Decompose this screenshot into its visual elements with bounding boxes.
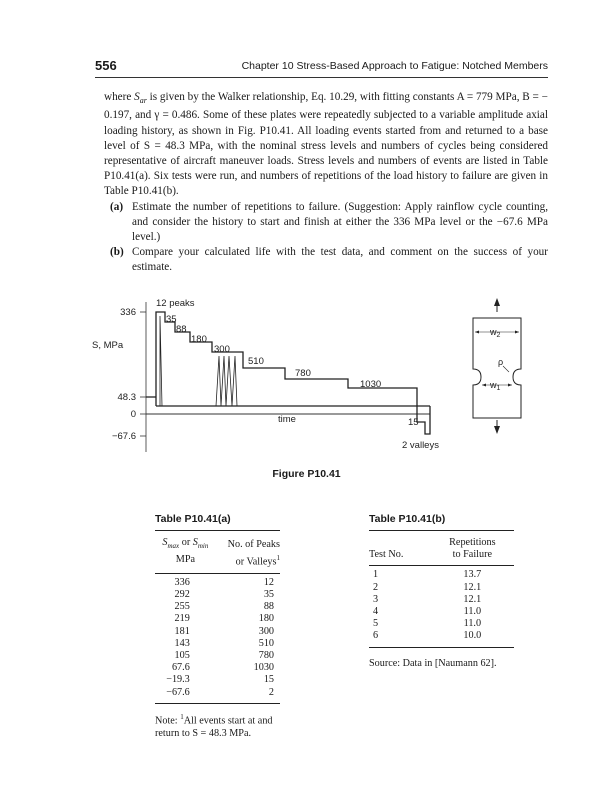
table-cell: 12.1 — [463, 593, 482, 605]
page-number: 556 — [95, 58, 117, 73]
table-cell: 88 — [263, 601, 274, 613]
valleys-steps — [417, 406, 430, 434]
arrow-down-icon — [494, 426, 500, 434]
table-cell: 2 — [373, 581, 379, 593]
y-tick-48: 48.3 — [117, 392, 136, 403]
table-cell: 12.1 — [463, 581, 482, 593]
table-a-title: Table P10.41(a) — [155, 513, 231, 525]
table-cell: 143 — [174, 637, 190, 649]
header-rule — [95, 77, 548, 78]
table-cell: −67.6 — [166, 686, 190, 698]
figure-caption: Figure P10.41 — [272, 468, 341, 480]
table-cell: 2 — [268, 686, 274, 698]
table-cell: 15 — [263, 674, 274, 686]
table-cell: 180 — [258, 613, 274, 625]
table-row — [155, 674, 280, 686]
table-cell: −19.3 — [166, 674, 190, 686]
table-a-col2-head1: No. of Peaks — [227, 538, 280, 550]
table-cell: 5 — [373, 618, 379, 630]
table-b-col2-head2: to Failure — [452, 549, 492, 561]
table-a-note: Note: $^1$All events start at and return to S = 48.3 MPa. — [155, 713, 273, 740]
w1-label: $w_1$ — [490, 380, 501, 392]
table-cell: 13.7 — [463, 569, 482, 581]
step-label-510: 510 — [248, 356, 264, 367]
table-b-col1-head: Test No. — [369, 549, 404, 561]
table-cell: 67.6 — [171, 662, 190, 674]
step-label-88: 88 — [176, 324, 187, 335]
rho-label: ρ — [498, 357, 504, 367]
table-cell: 3 — [373, 593, 379, 605]
table-cell: 105 — [174, 650, 190, 662]
table-row — [369, 618, 514, 630]
table-a-col1-unit: MPa — [175, 554, 196, 566]
step-label-35: 35 — [166, 314, 177, 325]
y-tick-336: 336 — [120, 307, 136, 318]
arrow-up-icon — [494, 298, 500, 306]
table-b-col2-head1: Repetitions — [449, 537, 496, 548]
step-label-780: 780 — [295, 368, 311, 379]
table-cell: 11.0 — [463, 606, 482, 618]
question-b — [104, 245, 548, 275]
table-row — [155, 687, 280, 704]
table-row — [155, 638, 280, 650]
load-history-figure — [90, 290, 530, 465]
step-label-180: 180 — [191, 334, 207, 345]
table-cell: 4 — [373, 606, 379, 618]
table-a-col2-head2: or Valleys$^1$ — [235, 554, 280, 568]
peaks-zigzag — [216, 356, 237, 406]
table-cell: 10.0 — [463, 630, 482, 642]
table-row — [369, 594, 514, 606]
peaks-label: 12 peaks — [156, 298, 195, 309]
y-tick-neg67: −67.6 — [111, 431, 136, 442]
table-cell: 510 — [258, 637, 274, 649]
running-head: Chapter 10 Stress-Based Approach to Fatigue: Notched Members — [241, 60, 548, 72]
question-b-label: (b) — [110, 246, 124, 259]
table-cell: 292 — [174, 589, 190, 601]
paragraph-start: where — [104, 91, 135, 103]
valley-small-label: 15 — [408, 417, 419, 428]
step-label-300: 300 — [214, 344, 230, 355]
table-b-title: Table P10.41(b) — [369, 513, 446, 525]
table-row — [155, 589, 280, 601]
table-row — [369, 630, 514, 647]
y-tick-0: 0 — [130, 409, 136, 420]
table-cell: 35 — [263, 589, 274, 601]
table-row — [155, 573, 280, 589]
x-axis-label: time — [278, 414, 296, 425]
table-row — [155, 613, 280, 625]
step-envelope — [156, 312, 417, 406]
question-a — [104, 200, 548, 246]
specimen-drawing — [473, 298, 521, 434]
paragraph-rest: is given by the Walker relationship, Eq. 10.29, with fitting constants A = 779 MPa, B = − 0.197, and γ = 0.486. Some of these plates were repeatedly subjected to a variable amplitude axial loading history, as shown in Fig. P10.41. All loading events started from and returned to a base level of S = 48.3 MPa, with the nominal stress levels and numbers of cycles being considered representative of aircraft maneuver loads. Stress levels and numbers of events are listed in Table P10.41(a). Six tests were run, and numbers of repetitions of the load history to failure are given in Table P10.41(b). — [104, 91, 548, 198]
table-row — [369, 566, 514, 582]
table-row — [155, 601, 280, 613]
symbol-s-sub: ar — [139, 96, 147, 106]
table-cell: 1030 — [253, 662, 274, 674]
problem-text — [104, 90, 548, 276]
table-row — [155, 662, 280, 674]
step-label-1030: 1030 — [360, 379, 382, 390]
question-a-label: (a) — [110, 200, 124, 213]
valleys-label: 2 valleys — [402, 440, 439, 451]
table-a — [155, 530, 280, 704]
table-row — [369, 606, 514, 618]
table-cell: 336 — [174, 576, 190, 588]
table-cell: 1 — [373, 569, 379, 581]
symbol-s: S — [134, 91, 140, 103]
table-row — [155, 626, 280, 638]
table-a-col1-head: $S_{max}$ or $S_{min}$ — [162, 537, 209, 551]
table-cell: 11.0 — [463, 618, 482, 630]
table-row — [369, 582, 514, 594]
table-cell: 300 — [258, 625, 274, 637]
table-b — [369, 530, 514, 648]
table-cell: 219 — [174, 613, 190, 625]
table-row — [155, 650, 280, 662]
question-a-text: Estimate the number of repetitions to failure. (Suggestion: Apply rainflow cycle counting, and consider the history to start and finish at either the 336 MPa level or the −67.6 MPa level.) — [132, 200, 548, 244]
table-cell: 780 — [258, 650, 274, 662]
question-b-text: Compare your calculated life with the test data, and comment on the success of your estimate. — [132, 246, 548, 274]
problem-paragraph — [104, 90, 548, 200]
table-cell: 6 — [373, 630, 379, 642]
table-cell: 181 — [174, 625, 190, 637]
table-cell: 255 — [174, 601, 190, 613]
w2-label: $w_2$ — [490, 327, 501, 339]
table-cell: 12 — [263, 576, 274, 588]
y-axis-label: S, MPa — [92, 340, 124, 351]
table-b-source: Source: Data in [Naumann 62]. — [369, 658, 497, 669]
